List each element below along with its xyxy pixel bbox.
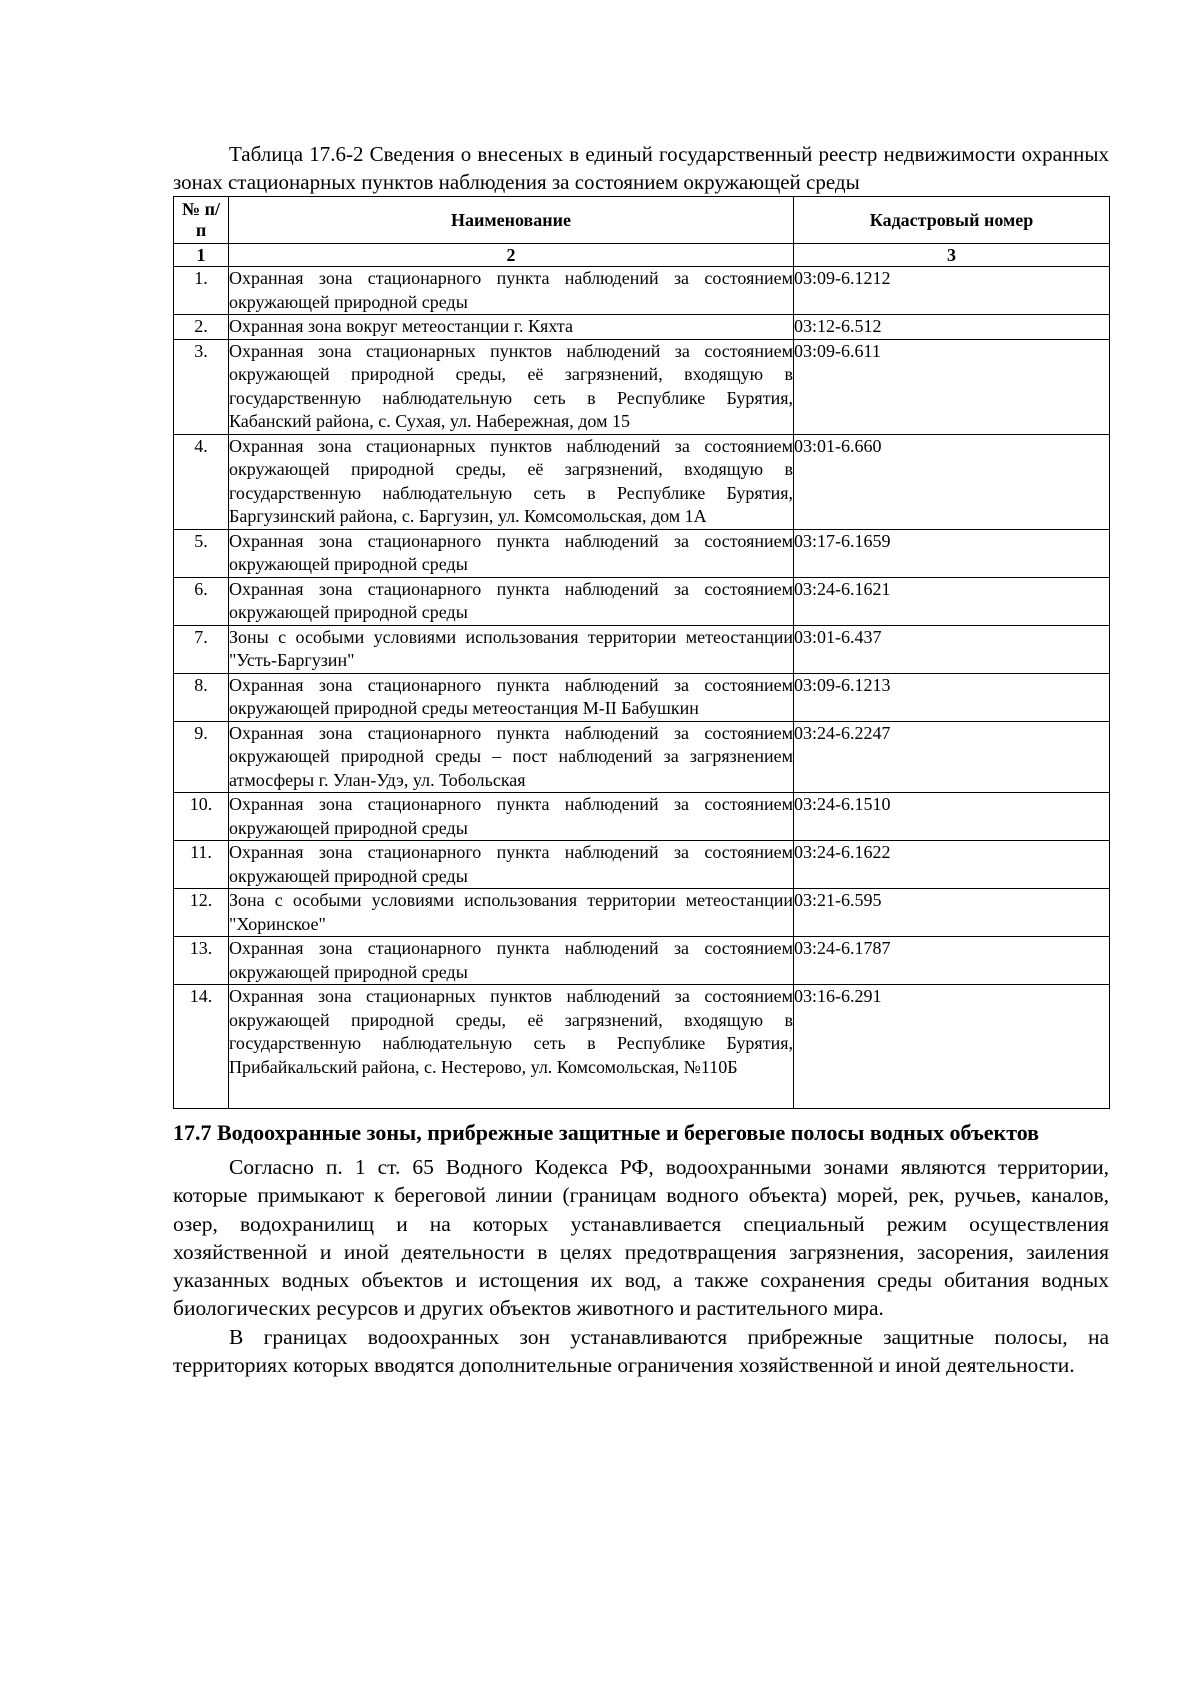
table-header-row: [174, 197, 1110, 244]
header-number: № п/п: [174, 197, 229, 244]
row-cadastral-number: 03:09-6.611: [794, 339, 1110, 434]
row-name: Охранная зона стационарного пункта наблюдений за состоянием окружающей природной среды: [229, 937, 794, 985]
row-cadastral-number: 03:24-6.1621: [794, 577, 1110, 625]
row-cadastral-number: 03:12-6.512: [794, 315, 1110, 340]
table-row: [174, 267, 1110, 315]
row-cadastral-number: 03:21-6.595: [794, 889, 1110, 937]
table-row: [174, 315, 1110, 340]
row-cadastral-number: 03:01-6.660: [794, 434, 1110, 529]
row-cadastral-number: 03:24-6.1622: [794, 841, 1110, 889]
row-number: 4.: [174, 434, 229, 529]
section-heading: 17.7 Водоохранные зоны, прибрежные защитные и береговые полосы водных объектов: [173, 1120, 1040, 1145]
row-cadastral-number: 03:09-6.1213: [794, 673, 1110, 721]
table-row: [174, 434, 1110, 529]
row-name: Охранная зона стационарных пунктов наблюдений за состоянием окружающей природной среды, её загрязнений, входящую в государственную наблюдательную сеть в Республике Бурятия, Прибайкальский района, с. Нестерово, ул. Комсомольская, №110Б: [229, 985, 794, 1109]
row-cadastral-number: 03:16-6.291: [794, 985, 1110, 1109]
table-row: [174, 937, 1110, 985]
table-row: [174, 841, 1110, 889]
body-paragraph: Согласно п. 1 ст. 65 Водного Кодекса РФ, водоохранными зонами являются территории, которые примыкают к береговой линии (границам водного объекта) морей, рек, ручьев, каналов, озер, водохранилищ и на которых устанавливается специальный режим осуществления хозяйственной и иной деятельности в целях предотвращения загрязнения, засорения, заиления указанных водных объектов и истощения их вод, а также сохранения среды обитания водных биологических ресурсов и других объектов животного и растительного мира.: [173, 1155, 1109, 1321]
row-name: Охранная зона стационарных пунктов наблюдений за состоянием окружающей природной среды, её загрязнений, входящую в государственную наблюдательную сеть в Республике Бурятия, Баргузинский района, с. Баргузин, ул. Комсомольская, дом 1А: [229, 434, 794, 529]
table-row: [174, 673, 1110, 721]
header-name: Наименование: [229, 197, 794, 244]
row-number: 14.: [174, 985, 229, 1109]
row-number: 13.: [174, 937, 229, 985]
table-row: [174, 793, 1110, 841]
header-cadastral: Кадастровый номер: [794, 197, 1110, 244]
row-cadastral-number: 03:17-6.1659: [794, 529, 1110, 577]
column-number-row: [174, 244, 1110, 267]
row-number: 3.: [174, 339, 229, 434]
table-row: [174, 529, 1110, 577]
table-caption: Таблица 17.6-2 Сведения о внесеных в единый государственный реестр недвижимости охранных зонах стационарных пунктов наблюдения за состоянием окружающей среды: [173, 142, 1109, 194]
row-cadastral-number: 03:09-6.1212: [794, 267, 1110, 315]
row-name: Охранная зона стационарных пунктов наблюдений за состоянием окружающей природной среды, её загрязнений, входящую в государственную наблюдательную сеть в Республике Бурятия, Кабанский района, с. Сухая, ул. Набережная, дом 15: [229, 339, 794, 434]
row-cadastral-number: 03:24-6.1787: [794, 937, 1110, 985]
table-row: [174, 339, 1110, 434]
row-cadastral-number: 03:24-6.2247: [794, 721, 1110, 793]
row-name: Охранная зона стационарного пункта наблюдений за состоянием окружающей природной среды: [229, 529, 794, 577]
row-name: Охранная зона стационарного пункта наблюдений за состоянием окружающей природной среды метеостанция М-II Бабушкин: [229, 673, 794, 721]
column-number: 1: [174, 244, 229, 267]
row-name: Охранная зона стационарного пункта наблюдений за состоянием окружающей природной среды – пост наблюдений за загрязнением атмосферы г. Улан-Удэ, ул. Тобольская: [229, 721, 794, 793]
row-number: 2.: [174, 315, 229, 340]
row-cadastral-number: 03:01-6.437: [794, 625, 1110, 673]
cadastral-table: [173, 196, 1110, 1109]
row-number: 1.: [174, 267, 229, 315]
table-row: [174, 889, 1110, 937]
row-name: Охранная зона стационарного пункта наблюдений за состоянием окружающей природной среды: [229, 267, 794, 315]
body-paragraph: В границах водоохранных зон устанавливаются прибрежные защитные полосы, на территориях которых вводятся дополнительные ограничения хозяйственной и иной деятельности.: [173, 1324, 1109, 1378]
row-cadastral-number: 03:24-6.1510: [794, 793, 1110, 841]
table-row: [174, 985, 1110, 1109]
row-name: Охранная зона вокруг метеостанции г. Кяхта: [229, 315, 794, 340]
table-row: [174, 577, 1110, 625]
row-number: 5.: [174, 529, 229, 577]
row-name: Охранная зона стационарного пункта наблюдений за состоянием окружающей природной среды: [229, 793, 794, 841]
column-number: 2: [229, 244, 794, 267]
row-number: 12.: [174, 889, 229, 937]
row-number: 9.: [174, 721, 229, 793]
row-name: Зона с особыми условиями использования территории метеостанции "Хоринское": [229, 889, 794, 937]
table-row: [174, 625, 1110, 673]
row-name: Зоны с особыми условиями использования территории метеостанции "Усть-Баргузин": [229, 625, 794, 673]
row-name: Охранная зона стационарного пункта наблюдений за состоянием окружающей природной среды: [229, 577, 794, 625]
row-number: 7.: [174, 625, 229, 673]
column-number: 3: [794, 244, 1110, 267]
row-number: 10.: [174, 793, 229, 841]
row-number: 6.: [174, 577, 229, 625]
table-row: [174, 721, 1110, 793]
row-name: Охранная зона стационарного пункта наблюдений за состоянием окружающей природной среды: [229, 841, 794, 889]
row-number: 8.: [174, 673, 229, 721]
document-page: [173, 140, 1109, 1379]
row-number: 11.: [174, 841, 229, 889]
